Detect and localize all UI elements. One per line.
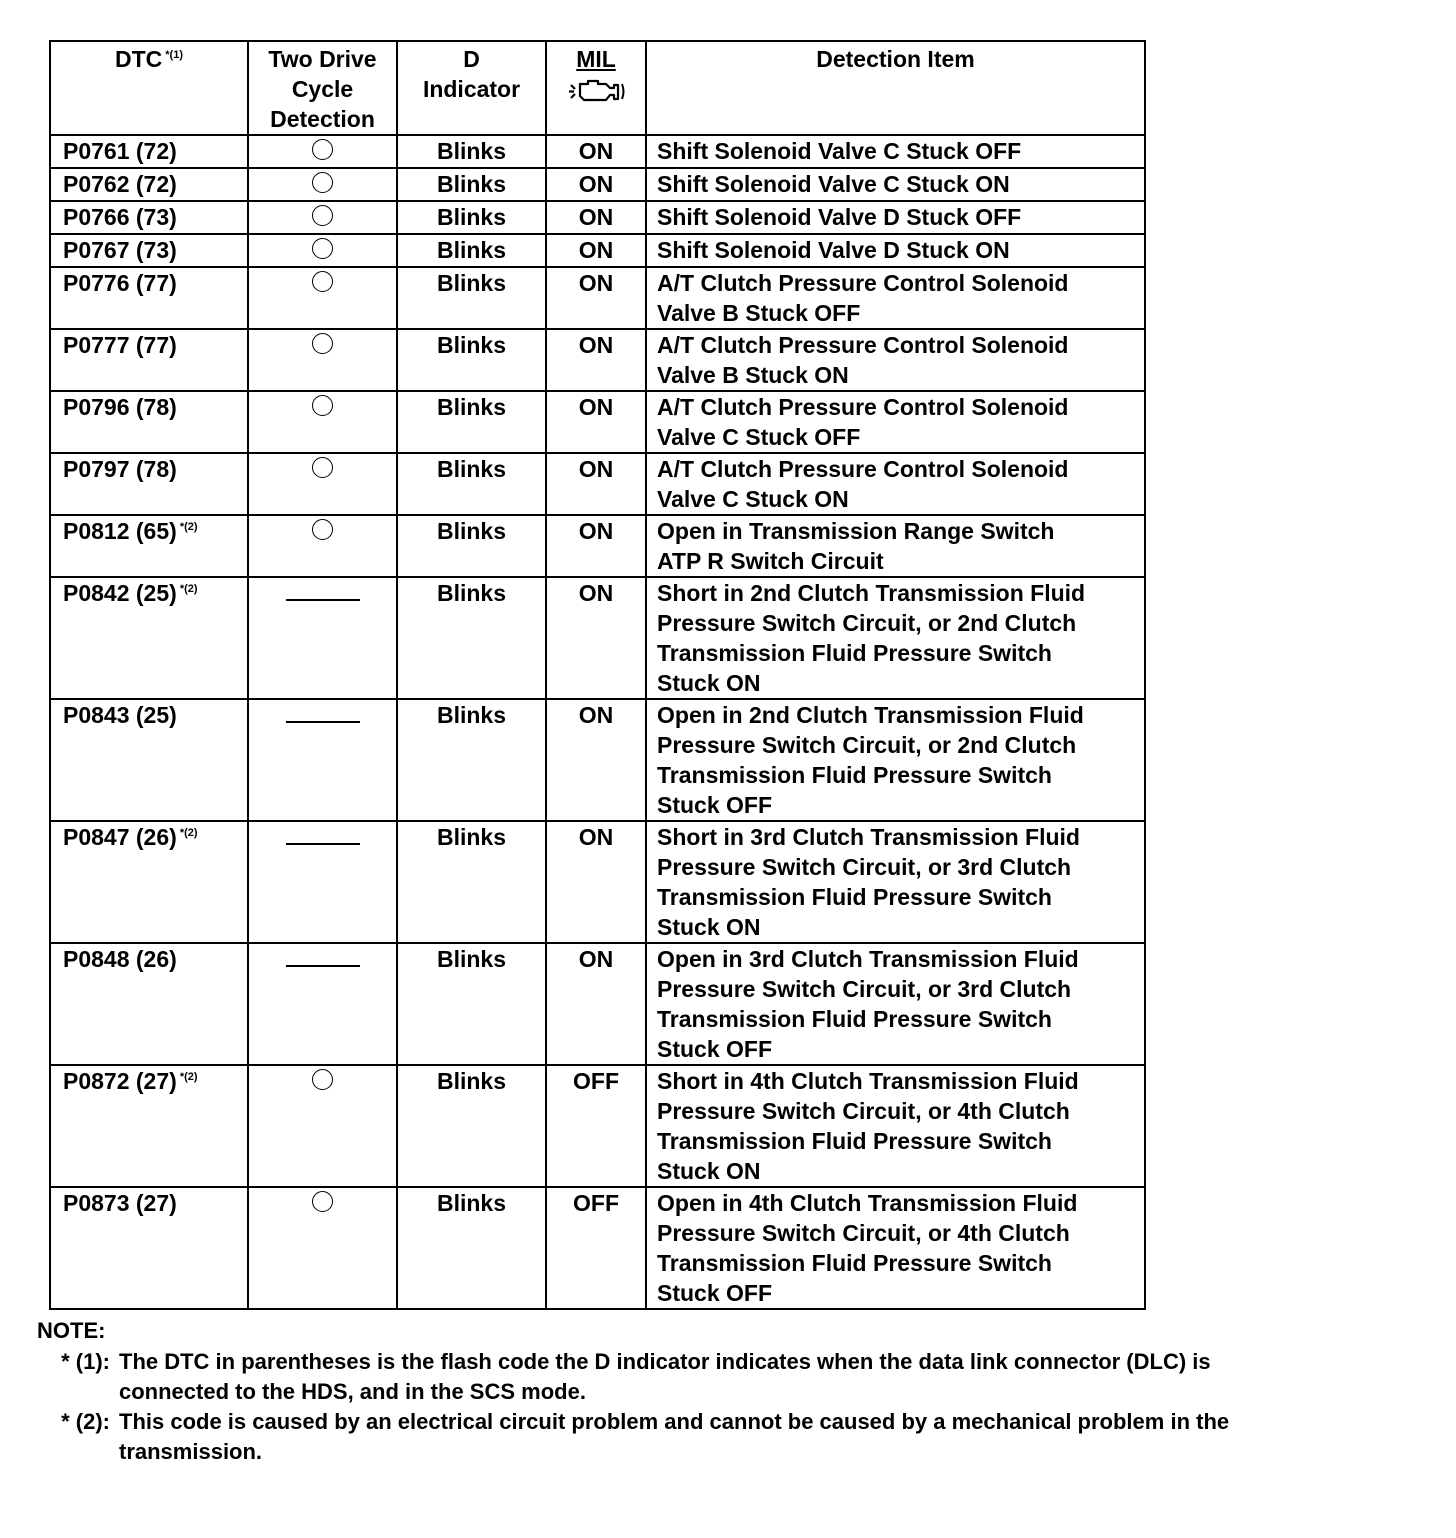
circle-mark-icon <box>312 238 333 259</box>
note-2-line-1: This code is caused by an electrical circuit problem and cannot be caused by a mechanical problem in the <box>119 1409 1230 1434</box>
detection-item-line: Shift Solenoid Valve C Stuck OFF <box>657 138 1022 164</box>
dtc-code: P0762 (72) <box>63 171 177 197</box>
table-row <box>50 329 1145 391</box>
note-item-1 <box>37 1347 1427 1407</box>
d-indicator-cell: Blinks <box>397 329 546 391</box>
note-item-2 <box>37 1407 1427 1467</box>
detection-item-line: Shift Solenoid Valve D Stuck ON <box>657 237 1010 263</box>
note-1-line-2: connected to the HDS, and in the SCS mode. <box>119 1379 586 1404</box>
dtc-code: P0873 (27) <box>63 1190 177 1216</box>
table-row <box>50 515 1145 577</box>
dtc-code: P0872 (27) <box>63 1068 177 1094</box>
two-drive-cycle-cell <box>248 267 397 329</box>
dtc-code: P0766 (73) <box>63 204 177 230</box>
d-indicator-cell: Blinks <box>397 577 546 699</box>
dash-mark-icon <box>286 599 360 601</box>
dtc-code-cell <box>50 699 248 821</box>
table-row <box>50 943 1145 1065</box>
dtc-code: P0767 (73) <box>63 237 177 263</box>
dtc-table-body <box>50 135 1145 1309</box>
d-indicator-cell: Blinks <box>397 1187 546 1309</box>
detection-item-cell <box>646 201 1145 234</box>
two-drive-cycle-cell <box>248 577 397 699</box>
detection-item-line: Pressure Switch Circuit, or 3rd Clutch <box>657 854 1072 880</box>
two-drive-cycle-cell <box>248 453 397 515</box>
detection-item-cell <box>646 168 1145 201</box>
circle-mark-icon <box>312 1069 333 1090</box>
table-row <box>50 453 1145 515</box>
dtc-code: P0761 (72) <box>63 138 177 164</box>
mil-status-cell: ON <box>546 168 646 201</box>
mil-status-cell: ON <box>546 821 646 943</box>
table-row <box>50 201 1145 234</box>
two-drive-cycle-cell <box>248 515 397 577</box>
detection-item-line: Open in 2nd Clutch Transmission Fluid <box>657 702 1084 728</box>
header-detection-item-label: Detection Item <box>816 46 975 72</box>
detection-item-cell <box>646 1065 1145 1187</box>
mil-status-cell: OFF <box>546 1065 646 1187</box>
detection-item-line: Open in Transmission Range Switch <box>657 518 1055 544</box>
mil-status-cell: ON <box>546 453 646 515</box>
detection-item-line: Valve B Stuck OFF <box>657 300 861 326</box>
detection-item-cell <box>646 391 1145 453</box>
detection-item-line: Transmission Fluid Pressure Switch <box>657 762 1052 788</box>
detection-item-line: A/T Clutch Pressure Control Solenoid <box>657 456 1069 482</box>
detection-item-line: Stuck OFF <box>657 1036 773 1062</box>
dtc-code-cell <box>50 135 248 168</box>
mil-status-cell: ON <box>546 515 646 577</box>
two-drive-cycle-cell <box>248 201 397 234</box>
detection-item-line: Shift Solenoid Valve C Stuck ON <box>657 171 1010 197</box>
detection-item-line: Transmission Fluid Pressure Switch <box>657 884 1052 910</box>
two-drive-cycle-cell <box>248 168 397 201</box>
dtc-code-cell <box>50 515 248 577</box>
detection-item-line: A/T Clutch Pressure Control Solenoid <box>657 332 1069 358</box>
header-two-drive-line-2: Cycle <box>291 76 354 102</box>
two-drive-cycle-cell <box>248 234 397 267</box>
two-drive-cycle-cell <box>248 135 397 168</box>
circle-mark-icon <box>312 1191 333 1212</box>
dtc-code-cell <box>50 391 248 453</box>
detection-item-cell <box>646 943 1145 1065</box>
detection-item-line: Pressure Switch Circuit, or 2nd Clutch <box>657 610 1077 636</box>
detection-item-line: Valve B Stuck ON <box>657 362 849 388</box>
mil-status-cell: ON <box>546 329 646 391</box>
mil-status-cell: ON <box>546 267 646 329</box>
two-drive-cycle-cell <box>248 1065 397 1187</box>
table-row <box>50 234 1145 267</box>
detection-item-line: Stuck ON <box>657 670 761 696</box>
header-dtc-label: DTC <box>114 46 163 72</box>
dtc-code: P0843 (25) <box>63 702 177 728</box>
mil-status-cell: ON <box>546 391 646 453</box>
detection-item-line: Short in 2nd Clutch Transmission Fluid <box>657 580 1086 606</box>
d-indicator-cell: Blinks <box>397 943 546 1065</box>
dtc-code: P0847 (26) <box>63 824 177 850</box>
d-indicator-cell: Blinks <box>397 391 546 453</box>
header-two-drive-line-3: Detection <box>270 106 375 132</box>
detection-item-line: Pressure Switch Circuit, or 4th Clutch <box>657 1220 1070 1246</box>
detection-item-line: ATP R Switch Circuit <box>657 548 884 574</box>
table-header-row <box>50 41 1145 135</box>
mil-status-cell: OFF <box>546 1187 646 1309</box>
dtc-code: P0777 (77) <box>63 332 177 358</box>
check-engine-icon <box>566 76 626 106</box>
note-text-2 <box>110 1407 1427 1467</box>
detection-item-line: Valve C Stuck OFF <box>657 424 861 450</box>
circle-mark-icon <box>312 457 333 478</box>
mil-status-cell: ON <box>546 699 646 821</box>
dtc-code-cell <box>50 1065 248 1187</box>
table-row <box>50 168 1145 201</box>
circle-mark-icon <box>312 519 333 540</box>
table-row <box>50 821 1145 943</box>
dash-mark-icon <box>286 843 360 845</box>
dtc-code: P0812 (65) <box>63 518 177 544</box>
detection-item-line: Open in 4th Clutch Transmission Fluid <box>657 1190 1078 1216</box>
detection-item-line: A/T Clutch Pressure Control Solenoid <box>657 394 1069 420</box>
detection-item-cell <box>646 453 1145 515</box>
d-indicator-cell: Blinks <box>397 135 546 168</box>
note-ref-1: * (1): <box>61 1349 110 1374</box>
detection-item-line: Pressure Switch Circuit, or 4th Clutch <box>657 1098 1070 1124</box>
detection-item-cell <box>646 234 1145 267</box>
detection-item-line: Stuck ON <box>657 1158 761 1184</box>
dtc-footnote-ref: *(2) <box>179 1071 198 1083</box>
detection-item-line: Transmission Fluid Pressure Switch <box>657 1128 1052 1154</box>
dtc-code-cell <box>50 329 248 391</box>
table-row <box>50 267 1145 329</box>
detection-item-line: Transmission Fluid Pressure Switch <box>657 640 1052 666</box>
note-text-1 <box>110 1347 1427 1407</box>
detection-item-line: Short in 3rd Clutch Transmission Fluid <box>657 824 1080 850</box>
dtc-code-cell <box>50 943 248 1065</box>
d-indicator-cell: Blinks <box>397 515 546 577</box>
detection-item-cell <box>646 267 1145 329</box>
two-drive-cycle-cell <box>248 329 397 391</box>
detection-item-line: Transmission Fluid Pressure Switch <box>657 1250 1052 1276</box>
dtc-code-cell <box>50 234 248 267</box>
dtc-code-cell <box>50 577 248 699</box>
dtc-code: P0842 (25) <box>63 580 177 606</box>
dtc-footnote-ref: *(2) <box>179 827 198 839</box>
detection-item-line: Stuck ON <box>657 914 761 940</box>
header-dtc <box>50 41 248 135</box>
note-ref-2: * (2): <box>61 1409 110 1434</box>
note-2-line-2: transmission. <box>119 1439 263 1464</box>
detection-item-cell <box>646 577 1145 699</box>
detection-item-line: Short in 4th Clutch Transmission Fluid <box>657 1068 1079 1094</box>
d-indicator-cell: Blinks <box>397 1065 546 1187</box>
detection-item-cell <box>646 329 1145 391</box>
detection-item-cell <box>646 135 1145 168</box>
circle-mark-icon <box>312 271 333 292</box>
header-d-indicator-line-2: Indicator <box>422 76 521 102</box>
d-indicator-cell: Blinks <box>397 267 546 329</box>
detection-item-line: Shift Solenoid Valve D Stuck OFF <box>657 204 1022 230</box>
dtc-footnote-ref: *(2) <box>179 583 198 595</box>
d-indicator-cell: Blinks <box>397 168 546 201</box>
header-d-indicator <box>397 41 546 135</box>
table-row <box>50 577 1145 699</box>
header-mil <box>546 41 646 135</box>
detection-item-line: Transmission Fluid Pressure Switch <box>657 1006 1052 1032</box>
two-drive-cycle-cell <box>248 1187 397 1309</box>
dtc-code-cell <box>50 267 248 329</box>
mil-status-cell: ON <box>546 234 646 267</box>
detection-item-cell <box>646 821 1145 943</box>
d-indicator-cell: Blinks <box>397 234 546 267</box>
d-indicator-cell: Blinks <box>397 453 546 515</box>
header-two-drive-cycle <box>248 41 397 135</box>
header-two-drive-line-1: Two Drive <box>268 46 377 72</box>
mil-status-cell: ON <box>546 135 646 168</box>
dash-mark-icon <box>286 965 360 967</box>
detection-item-line: Stuck OFF <box>657 1280 773 1306</box>
d-indicator-cell: Blinks <box>397 699 546 821</box>
table-row <box>50 1187 1145 1309</box>
detection-item-line: Open in 3rd Clutch Transmission Fluid <box>657 946 1079 972</box>
d-indicator-cell: Blinks <box>397 821 546 943</box>
mil-status-cell: ON <box>546 201 646 234</box>
dtc-code-cell <box>50 1187 248 1309</box>
detection-item-cell <box>646 1187 1145 1309</box>
two-drive-cycle-cell <box>248 699 397 821</box>
detection-item-line: Pressure Switch Circuit, or 3rd Clutch <box>657 976 1072 1002</box>
dtc-code: P0797 (78) <box>63 456 177 482</box>
detection-item-line: A/T Clutch Pressure Control Solenoid <box>657 270 1069 296</box>
circle-mark-icon <box>312 172 333 193</box>
detection-item-line: Valve C Stuck ON <box>657 486 849 512</box>
two-drive-cycle-cell <box>248 943 397 1065</box>
dtc-code-cell <box>50 453 248 515</box>
d-indicator-cell: Blinks <box>397 201 546 234</box>
dtc-table <box>49 40 1146 1310</box>
note-1-line-1: The DTC in parentheses is the flash code the D indicator indicates when the data link connector (DLC) is <box>119 1349 1211 1374</box>
mil-status-cell: ON <box>546 943 646 1065</box>
table-row <box>50 1065 1145 1187</box>
dtc-footnote-ref: *(2) <box>179 521 198 533</box>
circle-mark-icon <box>312 205 333 226</box>
detection-item-line: Stuck OFF <box>657 792 773 818</box>
two-drive-cycle-cell <box>248 391 397 453</box>
detection-item-line: Pressure Switch Circuit, or 2nd Clutch <box>657 732 1077 758</box>
detection-item-cell <box>646 699 1145 821</box>
dtc-code: P0848 (26) <box>63 946 177 972</box>
table-row <box>50 699 1145 821</box>
header-mil-label: MIL <box>576 46 616 72</box>
circle-mark-icon <box>312 139 333 160</box>
circle-mark-icon <box>312 333 333 354</box>
dtc-code: P0796 (78) <box>63 394 177 420</box>
dtc-code-cell <box>50 201 248 234</box>
header-dtc-ref: *(1) <box>165 49 183 61</box>
table-row <box>50 391 1145 453</box>
mil-status-cell: ON <box>546 577 646 699</box>
table-row <box>50 135 1145 168</box>
header-d-indicator-line-1: D <box>463 46 480 72</box>
dash-mark-icon <box>286 721 360 723</box>
note-title: NOTE: <box>37 1318 106 1343</box>
header-detection-item <box>646 41 1145 135</box>
two-drive-cycle-cell <box>248 821 397 943</box>
notes-section <box>37 1316 1427 1467</box>
dtc-code-cell <box>50 168 248 201</box>
dtc-code-cell <box>50 821 248 943</box>
dtc-code: P0776 (77) <box>63 270 177 296</box>
detection-item-cell <box>646 515 1145 577</box>
circle-mark-icon <box>312 395 333 416</box>
